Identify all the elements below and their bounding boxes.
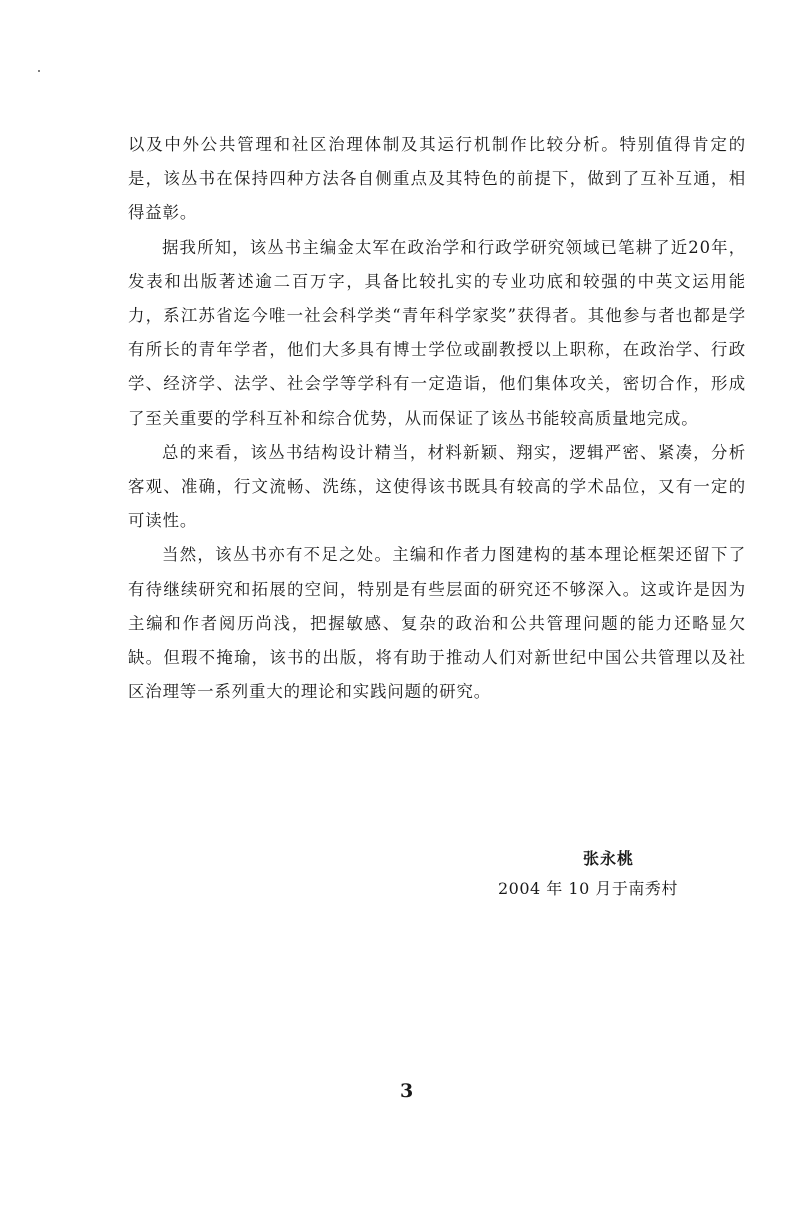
signature-date-place: 2004 年 10 月于南秀村 <box>498 879 678 898</box>
author-signature-name: 张永桃 <box>583 849 635 868</box>
paragraph-2: 据我所知，该丛书主编金太军在政治学和行政学研究领域已笔耕了近20年，发表和出版著述逾二百万字，具备比较扎实的专业功底和较强的中英文运用能力，系江苏省迄今唯一社会科学类“青年科学家奖”获得者。其他参与者也都是学有所长的青年学者，他们大多具有博士学位或副教授以上职称，在政治学、行政学、经济学、法学、社会学等学科有一定造诣，他们集体攻关，密切合作，形成了至关重要的学科互补和综合优势，从而保证了该丛书能较高质量地完成。 <box>128 237 746 428</box>
body-text <box>128 128 746 709</box>
paragraph-3: 总的来看，该丛书结构设计精当，材料新颖、翔实，逻辑严密、紧凑，分析客观、准确，行文流畅、洗练，这使得该书既具有较高的学术品位，又有一定的可读性。 <box>128 442 746 531</box>
paragraph-4: 当然，该丛书亦有不足之处。主编和作者力图建构的基本理论框架还留下了有待继续研究和拓展的空间，特别是有些层面的研究还不够深入。这或许是因为主编和作者阅历尚浅，把握敏感、复杂的政治和公共管理问题的能力还略显欠缺。但瑕不掩瑜，该书的出版，将有助于推动人们对新世纪中国公共管理以及社区治理等一系列重大的理论和实践问题的研究。 <box>128 545 746 702</box>
scan-speck <box>38 70 40 72</box>
paragraph-1: 以及中外公共管理和社区治理体制及其运行机制作比较分析。特别值得肯定的是，该丛书在保持四种方法各自侧重点及其特色的前提下，做到了互补互通，相得益彰。 <box>128 135 746 223</box>
page-number: 3 <box>400 1080 414 1102</box>
